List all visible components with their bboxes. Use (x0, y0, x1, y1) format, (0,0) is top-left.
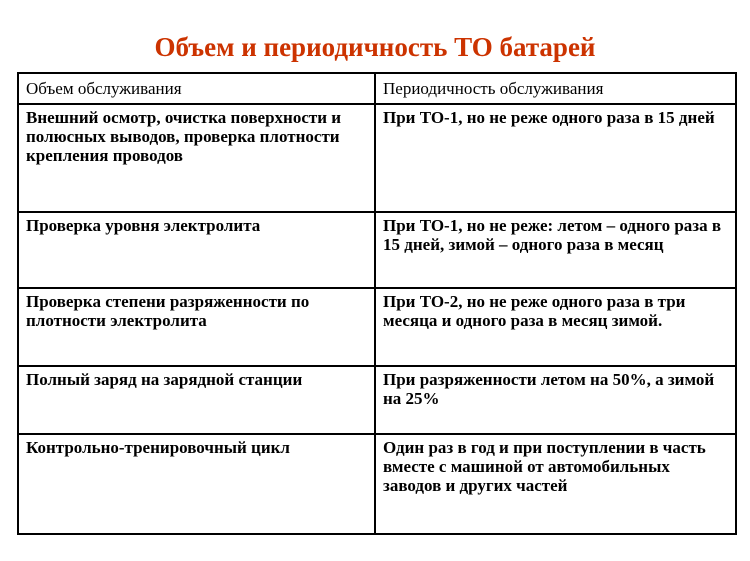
scope-cell: Проверка степени разряженности по плотности электролита (18, 288, 375, 366)
table-row (18, 366, 736, 434)
scope-cell: Контрольно-тренировочный цикл (18, 434, 375, 534)
maintenance-table (17, 72, 737, 535)
table-header-row (18, 73, 736, 104)
table-row (18, 434, 736, 534)
column-header-period: Периодичность обслуживания (375, 73, 736, 104)
period-cell: При ТО-1, но не реже одного раза в 15 дней (375, 104, 736, 212)
period-cell: Один раз в год и при поступлении в часть вместе с машиной от автомобильных заводов и других частей (375, 434, 736, 534)
table-row (18, 212, 736, 288)
period-cell: При ТО-1, но не реже: летом – одного раза в 15 дней, зимой – одного раза в месяц (375, 212, 736, 288)
period-cell: При ТО-2, но не реже одного раза в три месяца и одного раза в месяц зимой. (375, 288, 736, 366)
scope-cell: Проверка уровня электролита (18, 212, 375, 288)
page-title: Объем и периодичность ТО батарей (154, 32, 596, 62)
table-row (18, 104, 736, 212)
scope-cell: Внешний осмотр, очистка поверхности и полюсных выводов, проверка плотности крепления проводов (18, 104, 375, 212)
scope-cell: Полный заряд на зарядной станции (18, 366, 375, 434)
column-header-scope: Объем обслуживания (18, 73, 375, 104)
table-row (18, 288, 736, 366)
period-cell: При разряженности летом на 50%, а зимой на 25% (375, 366, 736, 434)
